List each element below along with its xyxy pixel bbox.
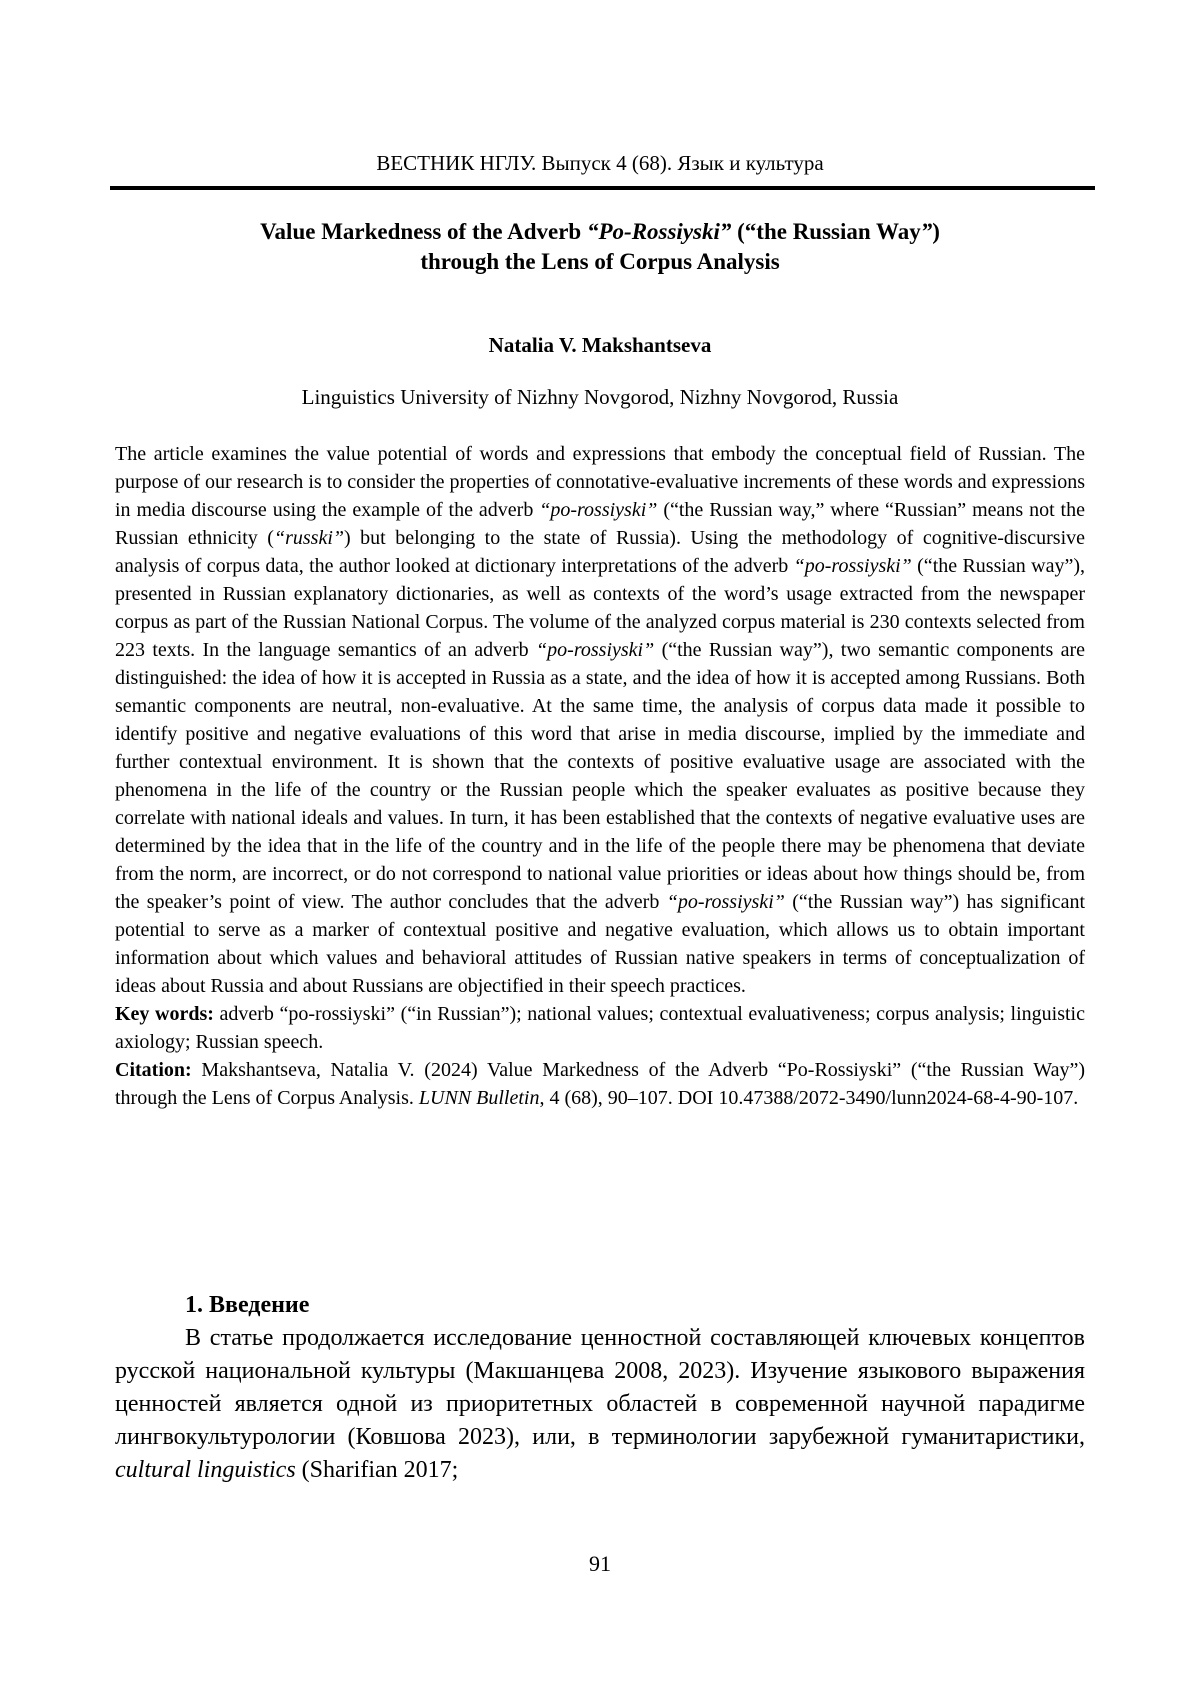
citation: Citation: Makshantseva, Natalia V. (2024) Value Markedness of the Adverb “Po-Rossiyski” (“the Russian Way”) through the Lens of Corpus Analysis. LUNN Bulletin, 4 (68), 90–107. DOI 10.47388/2072-3490/lunn2024-68-4-90-107. [115,1059,1085,1109]
article-title [115,217,1085,277]
author-affiliation: Linguistics University of Nizhny Novgorod, Nizhny Novgorod, Russia [301,385,899,409]
author-name: Natalia V. Makshantseva [488,333,712,357]
running-header: ВЕСТНИК НГЛУ. Выпуск 4 (68). Язык и культура [376,151,824,175]
abstract-text: The article examines the value potential of words and expressions that embody the conceptual field of Russian. The purpose of our research is to consider the properties of connotative-evaluative increments of these words and expressions in media discourse using the example of the adverb “po-rossiyski” (“the Russian way,” where “Russian” means not the Russian ethnicity (“russki”) but belonging to the state of Russia). Using the methodology of cognitive-discursive analysis of corpus data, the author looked at dictionary interpretations of the adverb “po-rossiyski” (“the Russian way”), presented in Russian explanatory dictionaries, as well as contexts of the word’s usage extracted from the newspaper corpus as part of the Russian National Corpus. The volume of the analyzed corpus material is 230 contexts selected from 223 texts. In the language semantics of an adverb “po-rossiyski” (“the Russian way”), two semantic components are distinguished: the idea of how it is accepted in Russia as a state, and the idea of how it is accepted among Russians. Both semantic components are neutral, non-evaluative. At the same time, the analysis of corpus data made it possible to identify positive and negative evaluations of this word that arise in media discourse, implied by the immediate and further contextual environment. It is shown that the contexts of positive evaluative usage are associated with the phenomena in the life of the country or the Russian people which the speaker evaluates as positive because they correlate with national ideals and values. In turn, it has been established that the contexts of negative evaluative uses are determined by the idea that in the life of the country and in the life of the people there may be phenomena that deviate from the norm, are incorrect, or do not correspond to national value priorities or ideas about how things should be, from the speaker’s point of view. The author concludes that the adverb “po-rossiyski” (“the Russian way”) has significant potential to serve as a marker of contextual positive and negative evaluation, which allows us to obtain important information about which values and behavioral attitudes of Russian native speakers in terms of conceptualization of ideas about Russia and about Russians are objectified in their speech practices. [115,443,1086,997]
page-number: 91 [589,1551,611,1576]
abstract-block [115,440,1085,1112]
keywords: Key words: adverb “po-rossiyski” (“in Russian”); national values; contextual evaluativeness; corpus analysis; linguistic axiology; Russian speech. [115,1003,1085,1053]
introduction-paragraph: В статье продолжается исследование ценностной составляющей ключевых концептов русской национальной культуры (Макшанцева 2008, 2023). Изучение языкового выражения ценностей является одной из приоритетных областей в современной научной парадигме лингвокультурологии (Ковшова 2023), или, в терминологии зарубежной гуманитаристики, cultural linguistics (Sharifian 2017; [115,1325,1085,1483]
section-heading-introduction: 1. Введение [185,1292,310,1318]
header-rule [110,186,1095,190]
article-title-line-2: through the Lens of Corpus Analysis [420,249,780,274]
article-title-line-1: Value Markedness of the Adverb “Po-Rossiyski” (“the Russian Way”) [260,219,940,244]
